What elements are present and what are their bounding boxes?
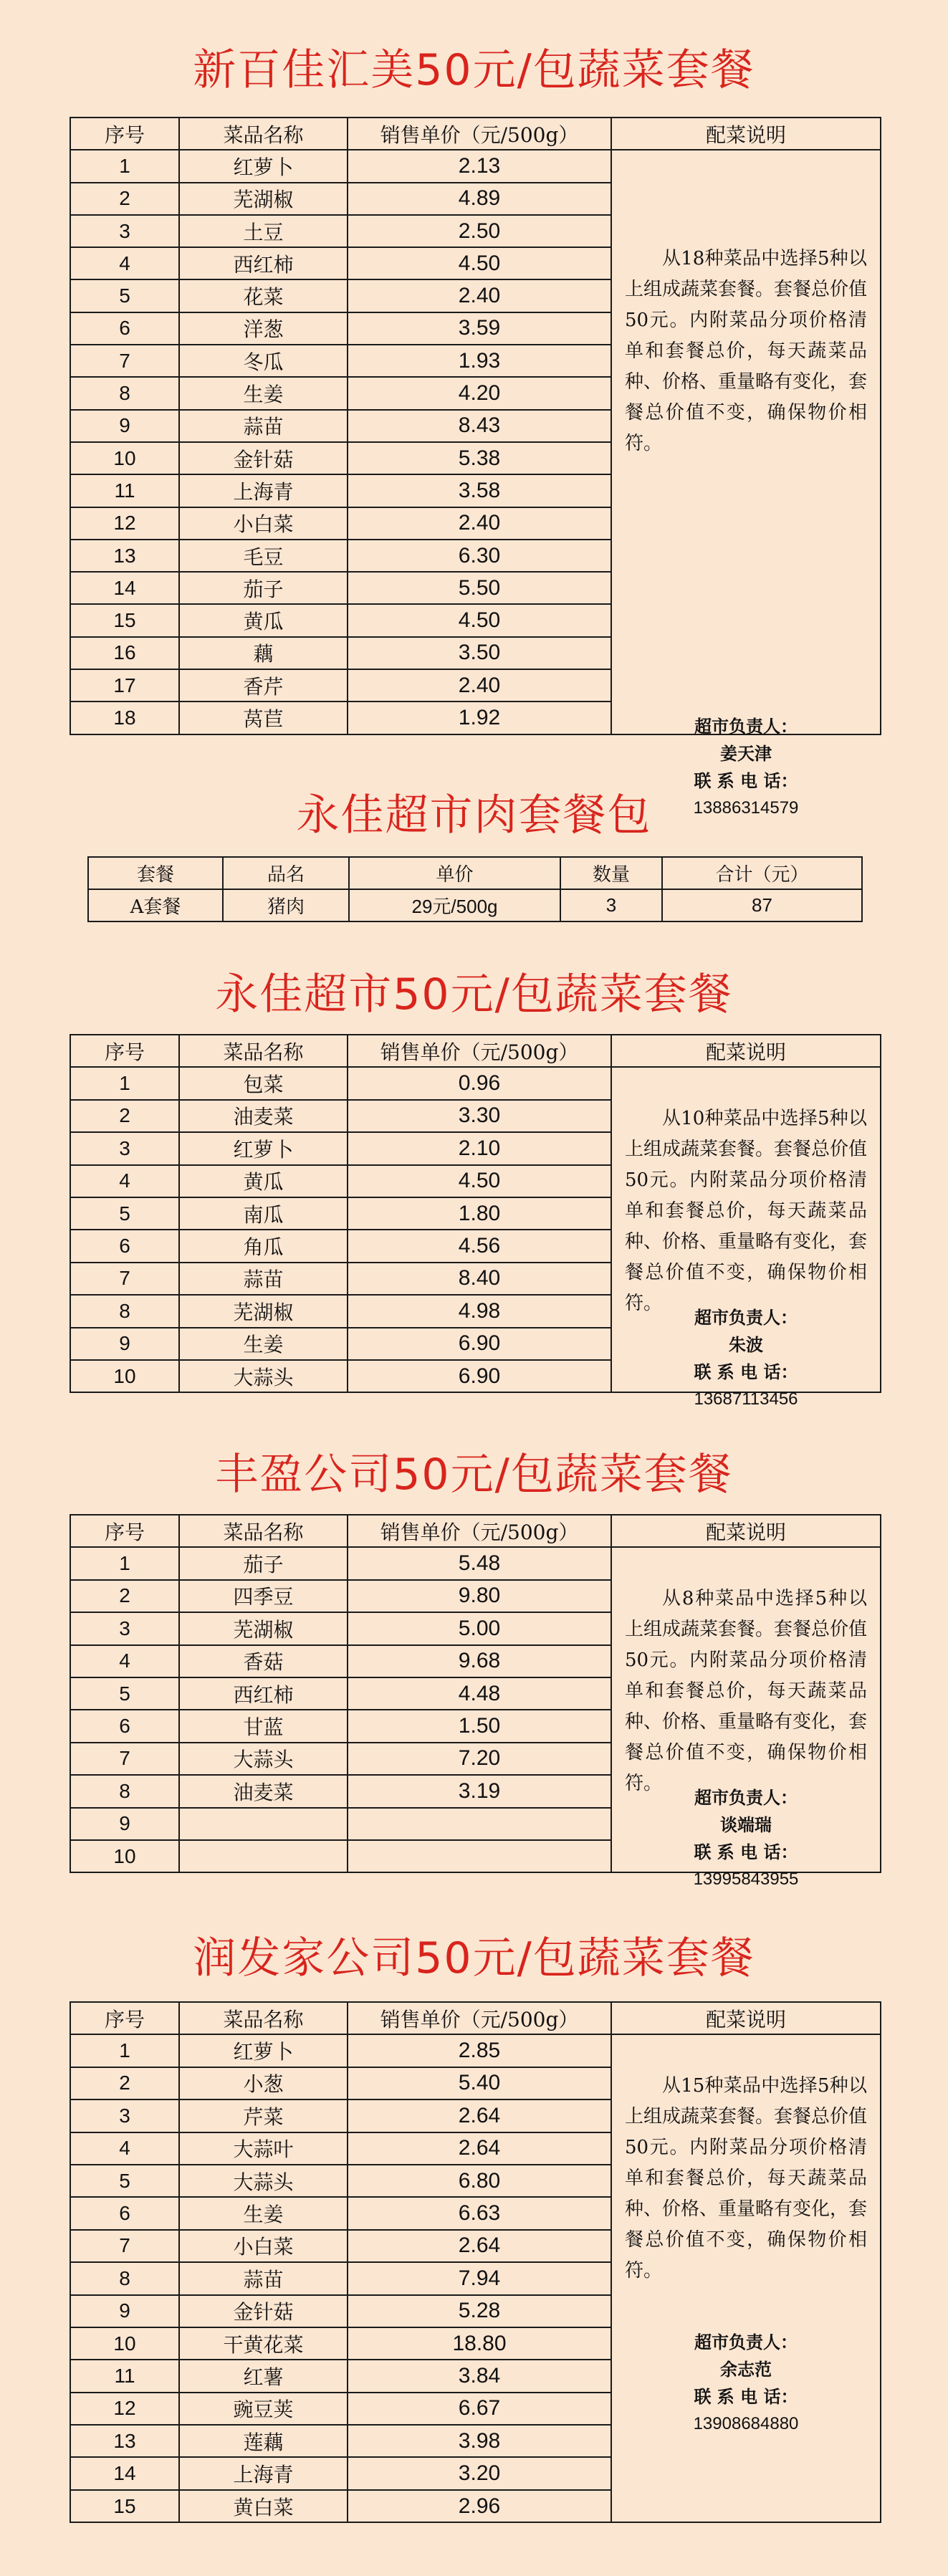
row-number: 15 [70, 604, 179, 636]
vegetable-name: 蒜苗 [179, 2262, 348, 2294]
vegetable-name: 小白菜 [179, 2230, 348, 2262]
row-number: 10 [70, 1360, 179, 1392]
manager-label: 超市负责人： [694, 717, 798, 737]
row-number: 8 [70, 1775, 179, 1807]
phone-label: 联 系 电 话： [694, 1842, 798, 1863]
row-number: 15 [70, 2490, 179, 2522]
vegetable-name: 大蒜头 [179, 1743, 348, 1775]
manager-label: 超市负责人： [694, 1308, 798, 1328]
vegetable-name: 大蒜头 [179, 1360, 348, 1392]
row-number: 3 [70, 1612, 179, 1644]
vegetable-name: 蒜苗 [179, 1263, 348, 1295]
unit-price: 9.80 [348, 1580, 611, 1612]
quantity: 3 [560, 889, 662, 921]
table-row [70, 1067, 881, 1099]
column-header: 序号 [70, 2002, 179, 2034]
unit-price: 3.20 [348, 2457, 611, 2489]
row-number: 9 [70, 1328, 179, 1360]
row-number: 9 [70, 2295, 179, 2327]
package-rule-text: 从8种菜品中选择5种以上组成蔬菜套餐。套餐总价值50元。内附菜品分项价格清单和套餐总价，每天蔬菜品种、价格、重量略有变化，套餐总价值不变，确保物价相符。 [625, 1588, 868, 1795]
section-title: 新百佳汇美50元/包蔬菜套餐 [193, 45, 755, 95]
package-rule-text: 从10种菜品中选择5种以上组成蔬菜套餐。套餐总价值50元。内附菜品分项价格清单和套餐总价，每天蔬菜品种、价格、重量略有变化，套餐总价值不变，确保物价相符。 [625, 1108, 868, 1315]
row-number: 17 [70, 669, 179, 702]
unit-price: 2.85 [348, 2034, 611, 2067]
phone-number: 13995843955 [693, 1869, 799, 1890]
row-number: 6 [70, 1230, 179, 1262]
column-header: 合计（元） [662, 857, 862, 889]
column-header: 菜品名称 [179, 2002, 348, 2034]
vegetable-name: 四季豆 [179, 1580, 348, 1612]
row-number: 7 [70, 1743, 179, 1775]
row-number: 5 [70, 279, 179, 312]
row-number: 16 [70, 637, 179, 669]
table-header-row [70, 1035, 881, 1067]
vegetable-name: 小白菜 [179, 507, 348, 540]
unit-price: 4.98 [348, 1295, 611, 1327]
manager-name: 余志范 [720, 2360, 772, 2380]
unit-price [348, 1808, 611, 1840]
package-description [611, 1067, 881, 1409]
vegetable-name: 上海青 [179, 2457, 348, 2489]
row-number: 3 [70, 2099, 179, 2132]
row-number: 2 [70, 1580, 179, 1612]
column-header: 销售单价（元/500g） [348, 1515, 611, 1547]
column-header: 销售单价（元/500g） [348, 2002, 611, 2034]
vegetable-name: 香菇 [179, 1645, 348, 1677]
unit-price: 18.80 [348, 2327, 611, 2360]
unit-price: 0.96 [348, 1067, 611, 1099]
unit-price: 1.80 [348, 1197, 611, 1230]
contact-block [625, 1304, 867, 1413]
column-header: 销售单价（元/500g） [348, 118, 611, 150]
row-number: 6 [70, 312, 179, 345]
vegetable-name: 黄瓜 [179, 1165, 348, 1197]
row-number: 1 [70, 1067, 179, 1099]
manager-name: 姜天津 [720, 744, 772, 765]
row-number: 1 [70, 150, 179, 182]
row-number: 3 [70, 1132, 179, 1164]
row-number: 2 [70, 1100, 179, 1132]
vegetable-name: 甘蓝 [179, 1710, 348, 1742]
row-number: 8 [70, 2262, 179, 2294]
column-header: 配菜说明 [611, 1035, 881, 1067]
vegetable-name: 芹菜 [179, 2099, 348, 2132]
unit-price: 6.30 [348, 540, 611, 572]
row-number: 8 [70, 1295, 179, 1327]
vegetable-name: 香芹 [179, 669, 348, 702]
column-header: 单价 [349, 857, 560, 889]
phone-label: 联 系 电 话： [694, 771, 798, 792]
row-number: 12 [70, 2393, 179, 2425]
unit-price: 5.00 [348, 1612, 611, 1644]
vegetable-package-table [70, 1034, 881, 1409]
unit-price: 4.56 [348, 1230, 611, 1262]
unit-price: 1.50 [348, 1710, 611, 1742]
vegetable-name: 洋葱 [179, 312, 348, 345]
column-header: 菜品名称 [179, 1035, 348, 1067]
row-number: 4 [70, 1645, 179, 1677]
vegetable-package-table [70, 2001, 881, 2523]
package-description [611, 150, 881, 818]
package-description [611, 2034, 881, 2522]
column-header: 菜品名称 [179, 118, 348, 150]
column-header: 序号 [70, 118, 179, 150]
unit-price: 2.50 [348, 215, 611, 247]
row-number: 14 [70, 572, 179, 604]
unit-price: 6.63 [348, 2197, 611, 2229]
row-number: 5 [70, 1197, 179, 1230]
row-number: 7 [70, 2230, 179, 2262]
vegetable-name: 莴苣 [179, 702, 348, 734]
unit-price: 2.13 [348, 150, 611, 182]
unit-price: 2.64 [348, 2099, 611, 2132]
vegetable-name: 生姜 [179, 2197, 348, 2229]
phone-number: 13886314579 [693, 798, 799, 818]
unit-price: 2.40 [348, 669, 611, 702]
column-header: 配菜说明 [611, 2002, 881, 2034]
unit-price: 4.89 [348, 183, 611, 215]
row-number: 5 [70, 2165, 179, 2197]
unit-price: 3.84 [348, 2360, 611, 2392]
table-row [70, 150, 881, 182]
contact-block [625, 2329, 867, 2438]
table-row [70, 2034, 881, 2067]
row-number: 1 [70, 2034, 179, 2067]
meat-package-table [87, 856, 863, 922]
table-row [88, 889, 862, 921]
phone-label: 联 系 电 话： [694, 1362, 798, 1383]
vegetable-name: 红萝卜 [179, 1132, 348, 1164]
vegetable-name [179, 1840, 348, 1872]
vegetable-name: 茄子 [179, 572, 348, 604]
row-number: 14 [70, 2457, 179, 2489]
column-header: 菜品名称 [179, 1515, 348, 1547]
table-header-row [70, 2002, 881, 2034]
vegetable-name [179, 1808, 348, 1840]
unit-price: 5.50 [348, 572, 611, 604]
unit-price: 3.59 [348, 312, 611, 345]
vegetable-name: 芜湖椒 [179, 183, 348, 215]
manager-label: 超市负责人： [694, 2332, 798, 2353]
vegetable-name: 南瓜 [179, 1197, 348, 1230]
vegetable-name: 冬瓜 [179, 345, 348, 377]
unit-price: 9.68 [348, 1645, 611, 1677]
table-header-row [70, 1515, 881, 1547]
row-number: 5 [70, 1677, 179, 1710]
column-header: 套餐 [88, 857, 223, 889]
vegetable-name: 芜湖椒 [179, 1295, 348, 1327]
vegetable-name: 莲藕 [179, 2425, 348, 2457]
unit-price: 1.93 [348, 345, 611, 377]
vegetable-name: 毛豆 [179, 540, 348, 572]
vegetable-name: 茄子 [179, 1547, 348, 1579]
unit-price: 2.64 [348, 2132, 611, 2165]
unit-price: 4.48 [348, 1677, 611, 1710]
row-number: 9 [70, 1808, 179, 1840]
vegetable-name: 大蒜叶 [179, 2132, 348, 2165]
unit-price: 2.40 [348, 507, 611, 540]
vegetable-name: 油麦菜 [179, 1100, 348, 1132]
row-number: 12 [70, 507, 179, 540]
manager-label: 超市负责人： [694, 1788, 798, 1809]
meat-section-title: 永佳超市肉套餐包 [296, 790, 652, 841]
vegetable-name: 红薯 [179, 2360, 348, 2392]
manager-name: 朱波 [729, 1335, 763, 1356]
vegetable-name: 生姜 [179, 1328, 348, 1360]
unit-price [348, 1840, 611, 1872]
vegetable-name: 上海青 [179, 474, 348, 507]
row-number: 7 [70, 1263, 179, 1295]
vegetable-name: 金针菇 [179, 2295, 348, 2327]
row-number: 11 [70, 2360, 179, 2392]
phone-label: 联 系 电 话： [694, 2387, 798, 2408]
row-number: 9 [70, 410, 179, 442]
package-rule-text: 从15种菜品中选择5种以上组成蔬菜套餐。套餐总价值50元。内附菜品分项价格清单和套餐总价，每天蔬菜品种、价格、重量略有变化，套餐总价值不变，确保物价相符。 [625, 2075, 868, 2282]
unit-price: 7.94 [348, 2262, 611, 2294]
package-rule-text: 从18种菜品中选择5种以上组成蔬菜套餐。套餐总价值50元。内附菜品分项价格清单和套餐总价，每天蔬菜品种、价格、重量略有变化，套餐总价值不变，确保物价相符。 [625, 248, 868, 455]
row-number: 13 [70, 540, 179, 572]
row-number: 3 [70, 215, 179, 247]
row-number: 6 [70, 1710, 179, 1742]
section-title: 润发家公司50元/包蔬菜套餐 [193, 1933, 755, 1983]
vegetable-package-table [70, 1514, 881, 1890]
unit-price: 1.92 [348, 702, 611, 734]
unit-price: 3.98 [348, 2425, 611, 2457]
vegetable-name: 黄瓜 [179, 604, 348, 636]
unit-price: 6.67 [348, 2393, 611, 2425]
vegetable-name: 西红柿 [179, 247, 348, 279]
contact-block [625, 1784, 867, 1893]
row-number: 4 [70, 247, 179, 279]
product-name: 猪肉 [223, 889, 349, 921]
vegetable-name: 蒜苗 [179, 410, 348, 442]
row-number: 4 [70, 2132, 179, 2165]
phone-number: 13908684880 [693, 2414, 799, 2434]
column-header: 销售单价（元/500g） [348, 1035, 611, 1067]
row-number: 2 [70, 2067, 179, 2099]
manager-name: 谈端瑞 [720, 1815, 772, 1836]
column-header: 序号 [70, 1035, 179, 1067]
vegetable-name: 黄白菜 [179, 2490, 348, 2522]
section-title: 丰盈公司50元/包蔬菜套餐 [215, 1450, 733, 1500]
unit-price: 4.50 [348, 247, 611, 279]
row-number: 10 [70, 442, 179, 474]
row-number: 7 [70, 345, 179, 377]
unit-price: 4.20 [348, 377, 611, 409]
column-header: 配菜说明 [611, 1515, 881, 1547]
vegetable-name: 干黄花菜 [179, 2327, 348, 2360]
table-row [70, 1547, 881, 1579]
unit-price: 5.48 [348, 1547, 611, 1579]
vegetable-name: 大蒜头 [179, 2165, 348, 2197]
unit-price: 8.43 [348, 410, 611, 442]
unit-price: 3.30 [348, 1100, 611, 1132]
vegetable-name: 金针菇 [179, 442, 348, 474]
row-number: 10 [70, 1840, 179, 1872]
table-header-row [88, 857, 862, 889]
vegetable-name: 豌豆荚 [179, 2393, 348, 2425]
unit-price: 6.90 [348, 1328, 611, 1360]
section-title: 永佳超市50元/包蔬菜套餐 [215, 969, 733, 1020]
vegetable-name: 花菜 [179, 279, 348, 312]
column-header: 品名 [223, 857, 349, 889]
row-number: 18 [70, 702, 179, 734]
vegetable-name: 红萝卜 [179, 2034, 348, 2067]
vegetable-name: 包菜 [179, 1067, 348, 1099]
row-number: 2 [70, 183, 179, 215]
unit-price: 5.38 [348, 442, 611, 474]
vegetable-name: 西红柿 [179, 1677, 348, 1710]
unit-price: 7.20 [348, 1743, 611, 1775]
vegetable-name: 角瓜 [179, 1230, 348, 1262]
unit-price: 4.50 [348, 604, 611, 636]
unit-price: 3.50 [348, 637, 611, 669]
vegetable-name: 小葱 [179, 2067, 348, 2099]
column-header: 数量 [560, 857, 662, 889]
unit-price: 4.50 [348, 1165, 611, 1197]
unit-price: 2.64 [348, 2230, 611, 2262]
unit-price: 3.58 [348, 474, 611, 507]
package-name: A套餐 [88, 889, 223, 921]
row-number: 6 [70, 2197, 179, 2229]
unit-price: 3.19 [348, 1775, 611, 1807]
row-number: 4 [70, 1165, 179, 1197]
row-number: 8 [70, 377, 179, 409]
column-header: 配菜说明 [611, 118, 881, 150]
unit-price: 2.40 [348, 279, 611, 312]
table-header-row [70, 118, 881, 150]
vegetable-name: 生姜 [179, 377, 348, 409]
unit-price: 5.40 [348, 2067, 611, 2099]
row-number: 13 [70, 2425, 179, 2457]
column-header: 序号 [70, 1515, 179, 1547]
unit-price: 6.90 [348, 1360, 611, 1392]
unit-price: 5.28 [348, 2295, 611, 2327]
unit-price: 2.10 [348, 1132, 611, 1164]
phone-number: 13687113456 [694, 1389, 798, 1409]
package-description [611, 1547, 881, 1890]
row-number: 10 [70, 2327, 179, 2360]
unit-price: 29元/500g [349, 889, 560, 921]
unit-price: 6.80 [348, 2165, 611, 2197]
vegetable-name: 土豆 [179, 215, 348, 247]
unit-price: 2.96 [348, 2490, 611, 2522]
unit-price: 8.40 [348, 1263, 611, 1295]
row-number: 1 [70, 1547, 179, 1579]
total-amount: 87 [662, 889, 862, 921]
vegetable-name: 藕 [179, 637, 348, 669]
row-number: 11 [70, 474, 179, 507]
vegetable-name: 芜湖椒 [179, 1612, 348, 1644]
vegetable-name: 红萝卜 [179, 150, 348, 182]
vegetable-name: 油麦菜 [179, 1775, 348, 1807]
